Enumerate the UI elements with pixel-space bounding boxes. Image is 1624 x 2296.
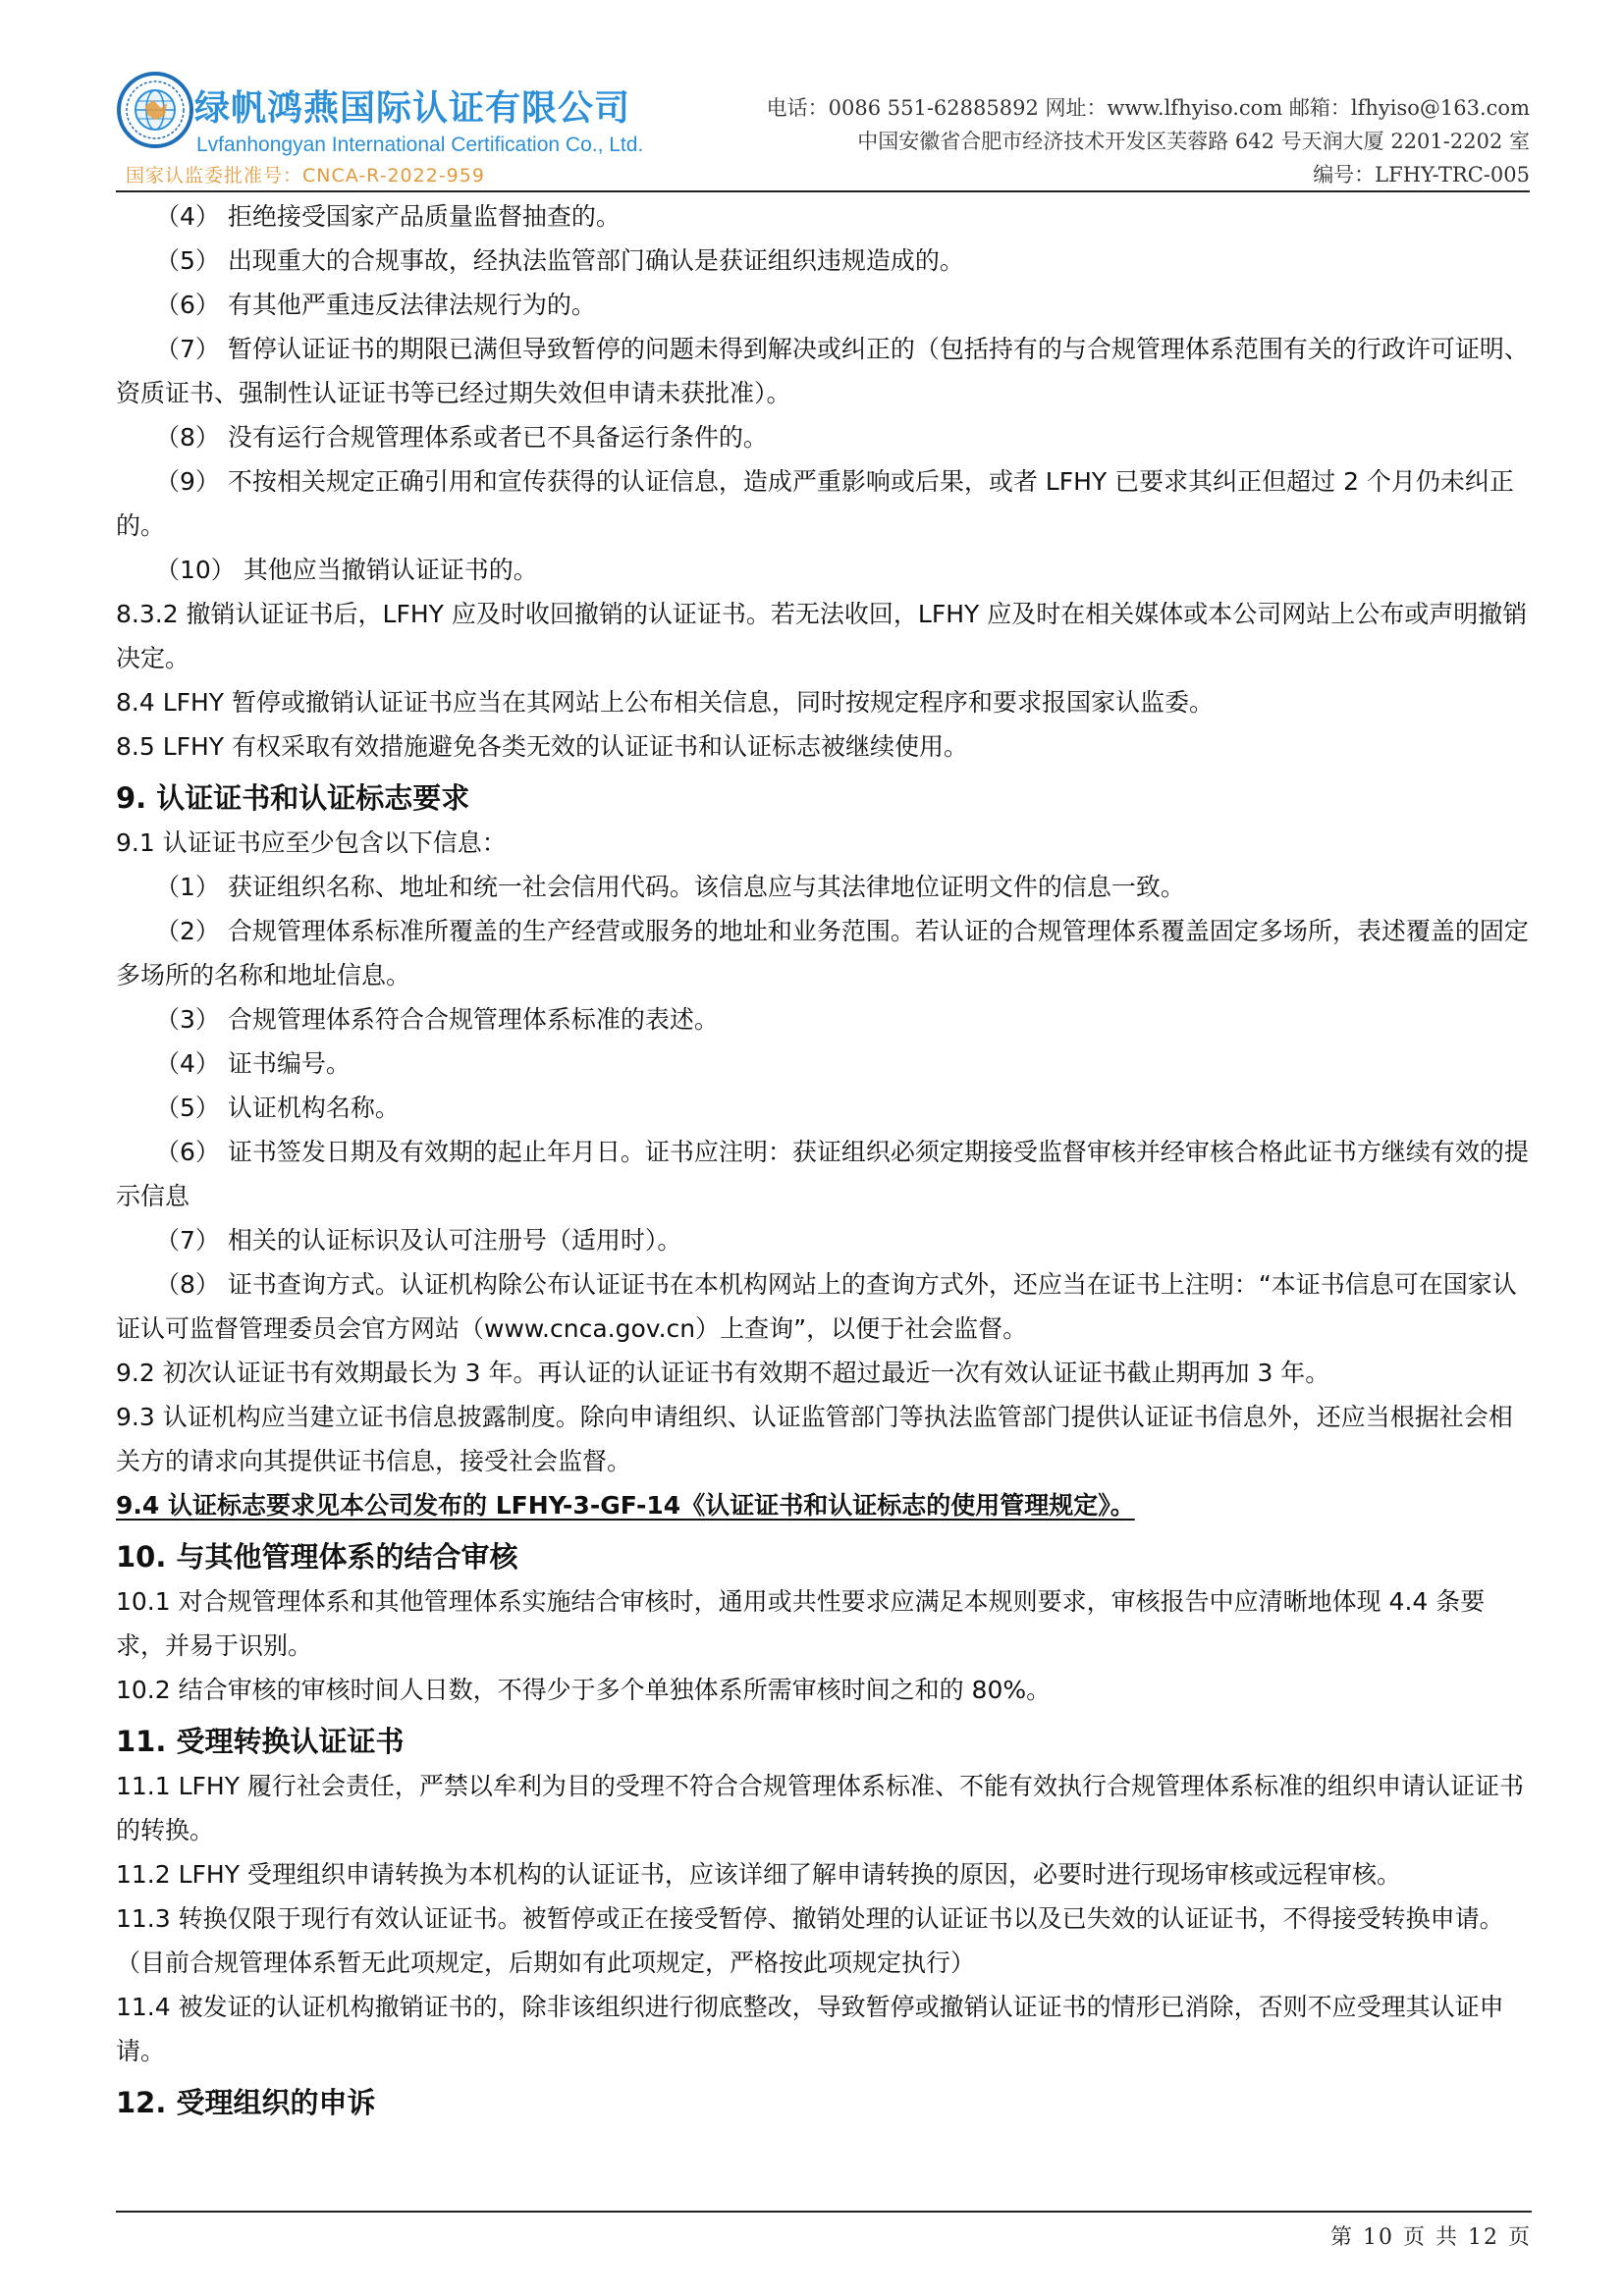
- list-item: （4） 拒绝接受国家产品质量监督抽查的。: [155, 202, 621, 231]
- section-heading-10: 10. 与其他管理体系的结合审核: [116, 1540, 518, 1574]
- clause-11-3: 11.3 转换仅限于现行有效认证证书。被暂停或正在接受暂停、撤销处理的认证证书以及已失效的认证证书，不得接受转换申请。（目前合规管理体系暂无此项规定，后期如有此项规定，严格按此项规定执行）: [116, 1904, 1504, 1977]
- document-number: 编号：LFHY-TRC-005: [1313, 163, 1530, 187]
- contact-info: 电话：0086 551-62885892 网址：www.lfhyiso.com 邮箱：lfhyiso@163.com: [766, 96, 1530, 120]
- company-name-cn: 绿帆鸿燕国际认证有限公司: [194, 88, 631, 129]
- list-item: （8） 没有运行合规管理体系或者已不具备运行条件的。: [155, 423, 768, 452]
- clause-9-3: 9.3 认证机构应当建立证书信息披露制度。除向申请组织、认证监管部门等执法监管部门提供认证证书信息外，还应当根据社会相关方的请求向其提供证书信息，接受社会监督。: [116, 1403, 1513, 1475]
- approval-number: 国家认监委批准号：CNCA-R-2022-959: [126, 165, 485, 187]
- section-heading-12: 12. 受理组织的申诉: [116, 2086, 376, 2119]
- document-body: [116, 194, 1532, 2125]
- page-number: 第 10 页 共 12 页: [1330, 2225, 1532, 2250]
- company-name-en: Lvfanhongyan International Certification Co., Ltd.: [196, 133, 644, 156]
- list-item: （4） 证书编号。: [155, 1049, 351, 1078]
- list-item: （2） 合规管理体系标准所覆盖的生产经营或服务的地址和业务范围。若认证的合规管理体系覆盖固定多场所，表述覆盖的固定多场所的名称和地址信息。: [116, 917, 1529, 989]
- list-item: （10） 其他应当撤销认证证书的。: [155, 556, 538, 584]
- clause-11-1: 11.1 LFHY 履行社会责任，严禁以牟利为目的受理不符合合规管理体系标准、不能有效执行合规管理体系标准的组织申请认证证书的转换。: [116, 1772, 1524, 1844]
- clause-8-5: 8.5 LFHY 有权采取有效措施避免各类无效的认证证书和认证标志被继续使用。: [116, 732, 969, 761]
- list-item: （5） 认证机构名称。: [155, 1094, 400, 1122]
- clause-10-1: 10.1 对合规管理体系和其他管理体系实施结合审核时，通用或共性要求应满足本规则要求，审核报告中应清晰地体现 4.4 条要求，并易于识别。: [116, 1587, 1486, 1660]
- list-item: （1） 获证组织名称、地址和统一社会信用代码。该信息应与其法律地位证明文件的信息一致。: [155, 873, 1185, 901]
- list-item: （5） 出现重大的合规事故，经执法监管部门确认是获证组织违规造成的。: [155, 246, 964, 275]
- list-item: （8） 证书查询方式。认证机构除公布认证证书在本机构网站上的查询方式外，还应当在证书上注明：“本证书信息可在国家认证认可监督管理委员会官方网站（www.cnca.gov.cn）上查询”，以便于社会监督。: [116, 1270, 1517, 1343]
- list-item: （3） 合规管理体系符合合规管理体系标准的表述。: [155, 1005, 719, 1034]
- clause-11-2: 11.2 LFHY 受理组织申请转换为本机构的认证证书，应该详细了解申请转换的原因，必要时进行现场审核或远程审核。: [116, 1860, 1401, 1889]
- section-heading-9: 9. 认证证书和认证标志要求: [116, 781, 470, 815]
- globe-certification-seal-icon: [116, 71, 194, 149]
- list-item: （7） 暂停认证证书的期限已满但导致暂停的问题未得到解决或纠正的（包括持有的与合规管理体系范围有关的行政许可证明、资质证书、强制性认证证书等已经过期失效但申请未获批准）。: [116, 335, 1529, 407]
- header-divider: [116, 190, 1530, 192]
- list-item: （6） 有其他严重违反法律法规行为的。: [155, 291, 596, 319]
- list-item: （6） 证书签发日期及有效期的起止年月日。证书应注明：获证组织必须定期接受监督审核并经审核合格此证书方继续有效的提示信息: [116, 1138, 1529, 1210]
- footer-divider: [116, 2211, 1532, 2213]
- clause-9-1: 9.1 认证证书应至少包含以下信息：: [116, 828, 507, 857]
- page-header: [0, 0, 1624, 196]
- clause-8-4: 8.4 LFHY 暂停或撤销认证证书应当在其网站上公布相关信息，同时按规定程序和要求报国家认监委。: [116, 688, 1215, 717]
- address: 中国安徽省合肥市经济技术开发区芙蓉路 642 号天润大厦 2201-2202 室: [857, 130, 1530, 153]
- list-item: （9） 不按相关规定正确引用和宣传获得的认证信息，造成严重影响或后果，或者 LFHY 已要求其纠正但超过 2 个月仍未纠正的。: [116, 467, 1514, 540]
- clause-10-2: 10.2 结合审核的审核时间人日数，不得少于多个单独体系所需审核时间之和的 80%。: [116, 1676, 1052, 1704]
- section-heading-11: 11. 受理转换认证证书: [116, 1725, 405, 1758]
- clause-8-3-2: 8.3.2 撤销认证证书后，LFHY 应及时收回撤销的认证证书。若无法收回，LFHY 应及时在相关媒体或本公司网站上公布或声明撤销决定。: [116, 600, 1528, 672]
- clause-9-4: 9.4 认证标志要求见本公司发布的 LFHY-3-GF-14《认证证书和认证标志的使用管理规定》。: [116, 1491, 1135, 1520]
- clause-9-2: 9.2 初次认证证书有效期最长为 3 年。再认证的认证证书有效期不超过最近一次有效认证证书截止期再加 3 年。: [116, 1359, 1330, 1387]
- list-item: （7） 相关的认证标识及认可注册号（适用时）。: [155, 1226, 682, 1255]
- clause-11-4: 11.4 被发证的认证机构撤销证书的，除非该组织进行彻底整改，导致暂停或撤销认证证书的情形已消除，否则不应受理其认证申请。: [116, 1993, 1504, 2065]
